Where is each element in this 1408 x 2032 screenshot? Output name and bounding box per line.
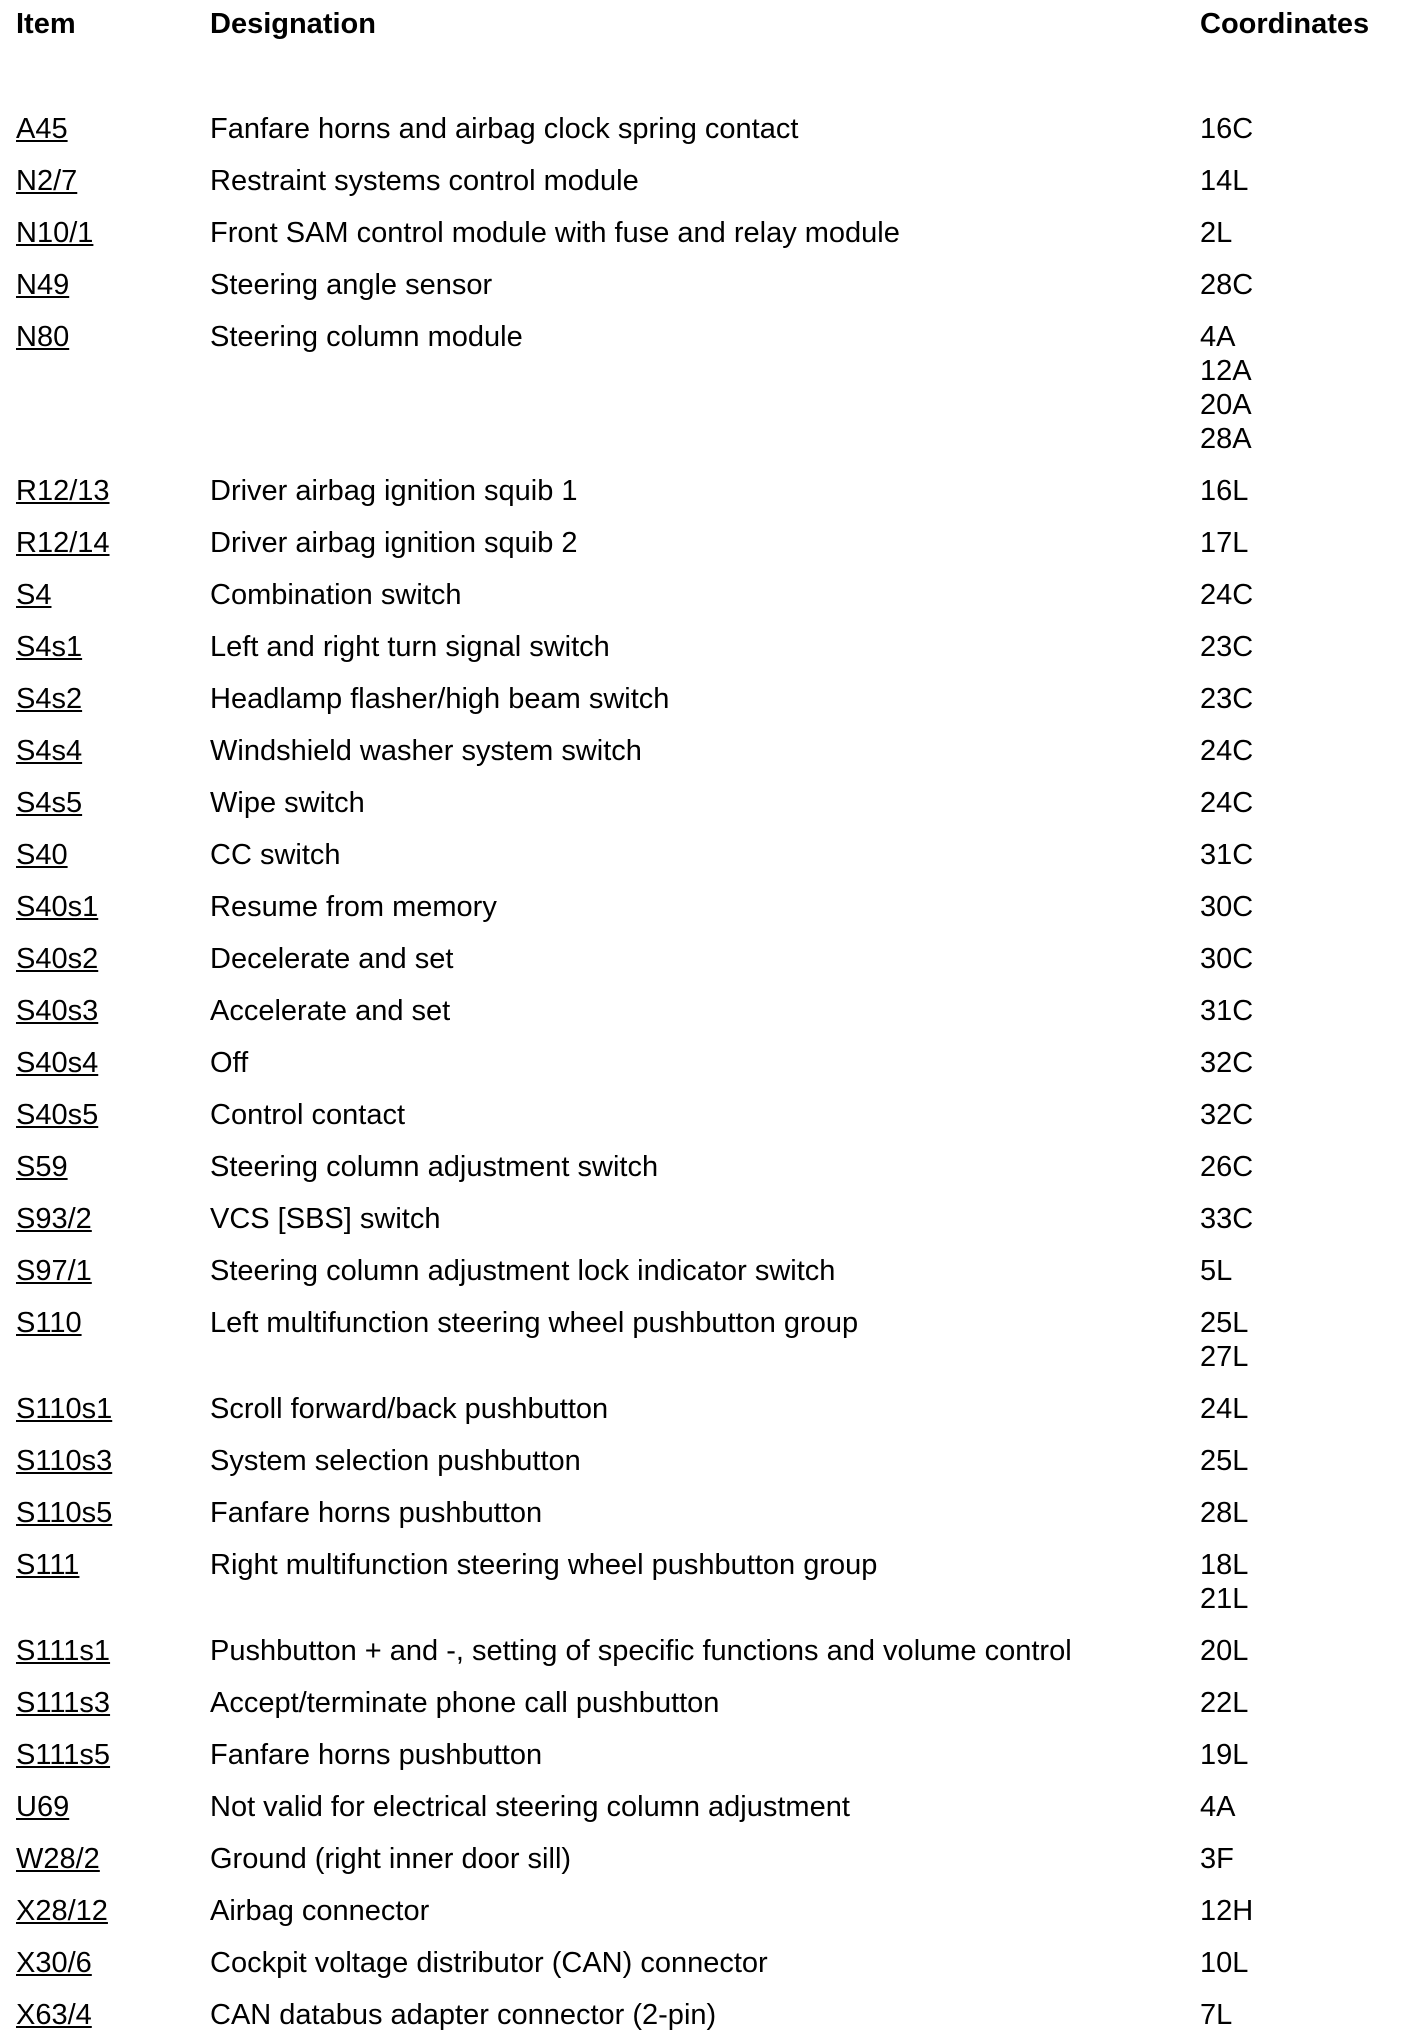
- coordinate-value: 4A: [1200, 1791, 1236, 1823]
- item-link[interactable]: S110s1: [16, 1393, 113, 1425]
- designation-text: Fanfare horns and airbag clock spring contact: [210, 113, 799, 145]
- coordinate-value: 23C: [1200, 631, 1254, 663]
- designation-text: Right multifunction steering wheel pushbutton group: [210, 1549, 878, 1581]
- coordinate-value: 20A: [1200, 389, 1252, 421]
- designation-text: Steering column adjustment lock indicator switch: [210, 1255, 836, 1287]
- coordinates-cell: [1200, 216, 1232, 250]
- item-link[interactable]: S40: [16, 839, 68, 871]
- coordinates-cell: [1200, 682, 1253, 716]
- coordinates-cell: [1200, 474, 1248, 508]
- item-link[interactable]: W28/2: [16, 1843, 100, 1875]
- coordinates-cell: [1200, 1738, 1248, 1772]
- header-designation: Designation: [210, 8, 376, 40]
- item-link[interactable]: A45: [16, 113, 68, 145]
- designation-text: System selection pushbutton: [210, 1445, 581, 1477]
- designation-text: CAN databus adapter connector (2-pin): [210, 1999, 717, 2031]
- coordinate-value: 18L: [1200, 1549, 1249, 1581]
- coordinate-value: 24C: [1200, 579, 1254, 611]
- designation-text: Not valid for electrical steering column adjustment: [210, 1791, 850, 1823]
- item-link[interactable]: X30/6: [16, 1947, 92, 1979]
- item-link[interactable]: N10/1: [16, 217, 94, 249]
- designation-text: Combination switch: [210, 579, 462, 611]
- item-link[interactable]: S110s3: [16, 1445, 113, 1477]
- coordinate-value: 28C: [1200, 269, 1254, 301]
- coordinates-cell: [1200, 1686, 1248, 1720]
- coordinate-value: 16C: [1200, 113, 1254, 145]
- coordinates-cell: [1200, 1202, 1253, 1236]
- designation-text: CC switch: [210, 839, 341, 871]
- item-link[interactable]: S111s1: [16, 1635, 111, 1667]
- item-link[interactable]: N80: [16, 321, 70, 353]
- designation-text: Control contact: [210, 1099, 406, 1131]
- designation-text: Fanfare horns pushbutton: [210, 1497, 543, 1529]
- coordinate-value: 28L: [1200, 1497, 1249, 1529]
- designation-text: Driver airbag ignition squib 1: [210, 475, 578, 507]
- coordinates-cell: [1200, 1254, 1232, 1288]
- designation-text: VCS [SBS] switch: [210, 1203, 441, 1235]
- coordinate-value: 20L: [1200, 1635, 1249, 1667]
- coordinate-value: 32C: [1200, 1099, 1254, 1131]
- coordinate-value: 22L: [1200, 1687, 1249, 1719]
- header-item: Item: [16, 8, 76, 40]
- item-link[interactable]: N49: [16, 269, 70, 301]
- coordinate-value: 26C: [1200, 1151, 1254, 1183]
- designation-text: Accept/terminate phone call pushbutton: [210, 1687, 720, 1719]
- coordinate-value: 25L: [1200, 1307, 1249, 1339]
- item-link[interactable]: R12/13: [16, 475, 110, 507]
- designation-text: Left and right turn signal switch: [210, 631, 610, 663]
- coordinate-value: 21L: [1200, 1583, 1249, 1615]
- item-link[interactable]: S40s1: [16, 891, 99, 923]
- header-coordinates: Coordinates: [1200, 8, 1370, 40]
- coordinate-value: 27L: [1200, 1341, 1249, 1373]
- coordinates-cell: [1200, 1842, 1234, 1876]
- legend-header: [0, 0, 1408, 52]
- designation-text: Cockpit voltage distributor (CAN) connector: [210, 1947, 768, 1979]
- item-link[interactable]: S4s4: [16, 735, 83, 767]
- designation-text: Off: [210, 1047, 249, 1079]
- designation-text: Left multifunction steering wheel pushbutton group: [210, 1307, 859, 1339]
- designation-text: Front SAM control module with fuse and relay module: [210, 217, 900, 249]
- coordinate-value: 19L: [1200, 1739, 1249, 1771]
- coordinates-cell: [1200, 1046, 1253, 1080]
- coordinates-cell: [1200, 1392, 1248, 1426]
- item-link[interactable]: S110: [16, 1307, 82, 1339]
- item-link[interactable]: S4: [16, 579, 52, 611]
- coordinates-cell: [1200, 526, 1248, 560]
- coordinates-cell: [1200, 1496, 1248, 1530]
- coordinate-value: 16L: [1200, 475, 1249, 507]
- coordinate-value: 12A: [1200, 355, 1252, 387]
- item-link[interactable]: S110s5: [16, 1497, 113, 1529]
- coordinates-cell: [1200, 578, 1253, 612]
- designation-text: Scroll forward/back pushbutton: [210, 1393, 609, 1425]
- coordinate-value: 32C: [1200, 1047, 1254, 1079]
- designation-text: Steering column adjustment switch: [210, 1151, 659, 1183]
- coordinate-value: 24C: [1200, 735, 1254, 767]
- coordinates-cell: [1200, 1098, 1253, 1132]
- item-link[interactable]: S111: [16, 1549, 80, 1581]
- coordinates-cell: [1200, 994, 1253, 1028]
- designation-text: Steering column module: [210, 321, 523, 353]
- coordinate-value: 24L: [1200, 1393, 1249, 1425]
- designation-text: Headlamp flasher/high beam switch: [210, 683, 670, 715]
- designation-text: Decelerate and set: [210, 943, 454, 975]
- coordinates-cell: [1200, 1946, 1248, 1980]
- coordinate-value: 24C: [1200, 787, 1254, 819]
- coordinate-value: 10L: [1200, 1947, 1249, 1979]
- coordinate-value: 28A: [1200, 423, 1252, 455]
- item-link[interactable]: S4s5: [16, 787, 83, 819]
- item-link[interactable]: S59: [16, 1151, 68, 1183]
- designation-text: Pushbutton + and -, setting of specific functions and volume control: [210, 1635, 1072, 1667]
- coordinate-value: 31C: [1200, 839, 1254, 871]
- designation-text: Driver airbag ignition squib 2: [210, 527, 578, 559]
- coordinates-cell: [1200, 942, 1253, 976]
- designation-text: Restraint systems control module: [210, 165, 639, 197]
- item-link[interactable]: S97/1: [16, 1255, 92, 1287]
- coordinates-cell: [1200, 320, 1252, 456]
- item-link[interactable]: S40s5: [16, 1099, 99, 1131]
- item-link[interactable]: S111s5: [16, 1739, 111, 1771]
- coordinates-cell: [1200, 734, 1253, 768]
- coordinate-value: 23C: [1200, 683, 1254, 715]
- coordinate-value: 30C: [1200, 943, 1254, 975]
- designation-text: Fanfare horns pushbutton: [210, 1739, 543, 1771]
- coordinate-value: 12H: [1200, 1895, 1254, 1927]
- item-link[interactable]: S40s4: [16, 1047, 99, 1079]
- item-link[interactable]: R12/14: [16, 527, 110, 559]
- item-link[interactable]: X63/4: [16, 1999, 92, 2031]
- item-link[interactable]: N2/7: [16, 165, 78, 197]
- coordinate-value: 7L: [1200, 1999, 1233, 2031]
- coordinates-cell: [1200, 268, 1253, 302]
- item-link[interactable]: S111s3: [16, 1687, 111, 1719]
- coordinates-cell: [1200, 1150, 1253, 1184]
- designation-text: Windshield washer system switch: [210, 735, 642, 767]
- designation-text: Resume from memory: [210, 891, 497, 923]
- coordinates-cell: [1200, 1998, 1232, 2032]
- coordinate-value: 31C: [1200, 995, 1254, 1027]
- designation-text: Wipe switch: [210, 787, 365, 819]
- coordinate-value: 5L: [1200, 1255, 1233, 1287]
- coordinate-value: 3F: [1200, 1843, 1234, 1875]
- item-link[interactable]: S40s3: [16, 995, 99, 1027]
- coordinates-cell: [1200, 1634, 1248, 1668]
- item-link[interactable]: S40s2: [16, 943, 99, 975]
- coordinates-cell: [1200, 838, 1253, 872]
- designation-text: Steering angle sensor: [210, 269, 493, 301]
- coordinate-value: 25L: [1200, 1445, 1249, 1477]
- coordinate-value: 33C: [1200, 1203, 1254, 1235]
- coordinates-cell: [1200, 1306, 1248, 1374]
- item-link[interactable]: S4s2: [16, 683, 83, 715]
- coordinates-cell: [1200, 630, 1253, 664]
- designation-text: Airbag connector: [210, 1895, 430, 1927]
- item-link[interactable]: S4s1: [16, 631, 83, 663]
- coordinates-cell: [1200, 1548, 1248, 1616]
- coordinates-cell: [1200, 1790, 1235, 1824]
- item-link[interactable]: X28/12: [16, 1895, 108, 1927]
- coordinate-value: 2L: [1200, 217, 1233, 249]
- coordinates-cell: [1200, 112, 1253, 146]
- designation-text: Ground (right inner door sill): [210, 1843, 572, 1875]
- coordinates-cell: [1200, 164, 1248, 198]
- coordinate-value: 14L: [1200, 165, 1249, 197]
- coordinates-cell: [1200, 1894, 1253, 1928]
- designation-text: Accelerate and set: [210, 995, 451, 1027]
- item-link[interactable]: S93/2: [16, 1203, 92, 1235]
- item-link[interactable]: U69: [16, 1791, 70, 1823]
- coordinate-value: 17L: [1200, 527, 1249, 559]
- coordinate-value: 30C: [1200, 891, 1254, 923]
- coordinates-cell: [1200, 1444, 1248, 1478]
- coordinates-cell: [1200, 890, 1253, 924]
- coordinates-cell: [1200, 786, 1253, 820]
- coordinate-value: 4A: [1200, 321, 1236, 353]
